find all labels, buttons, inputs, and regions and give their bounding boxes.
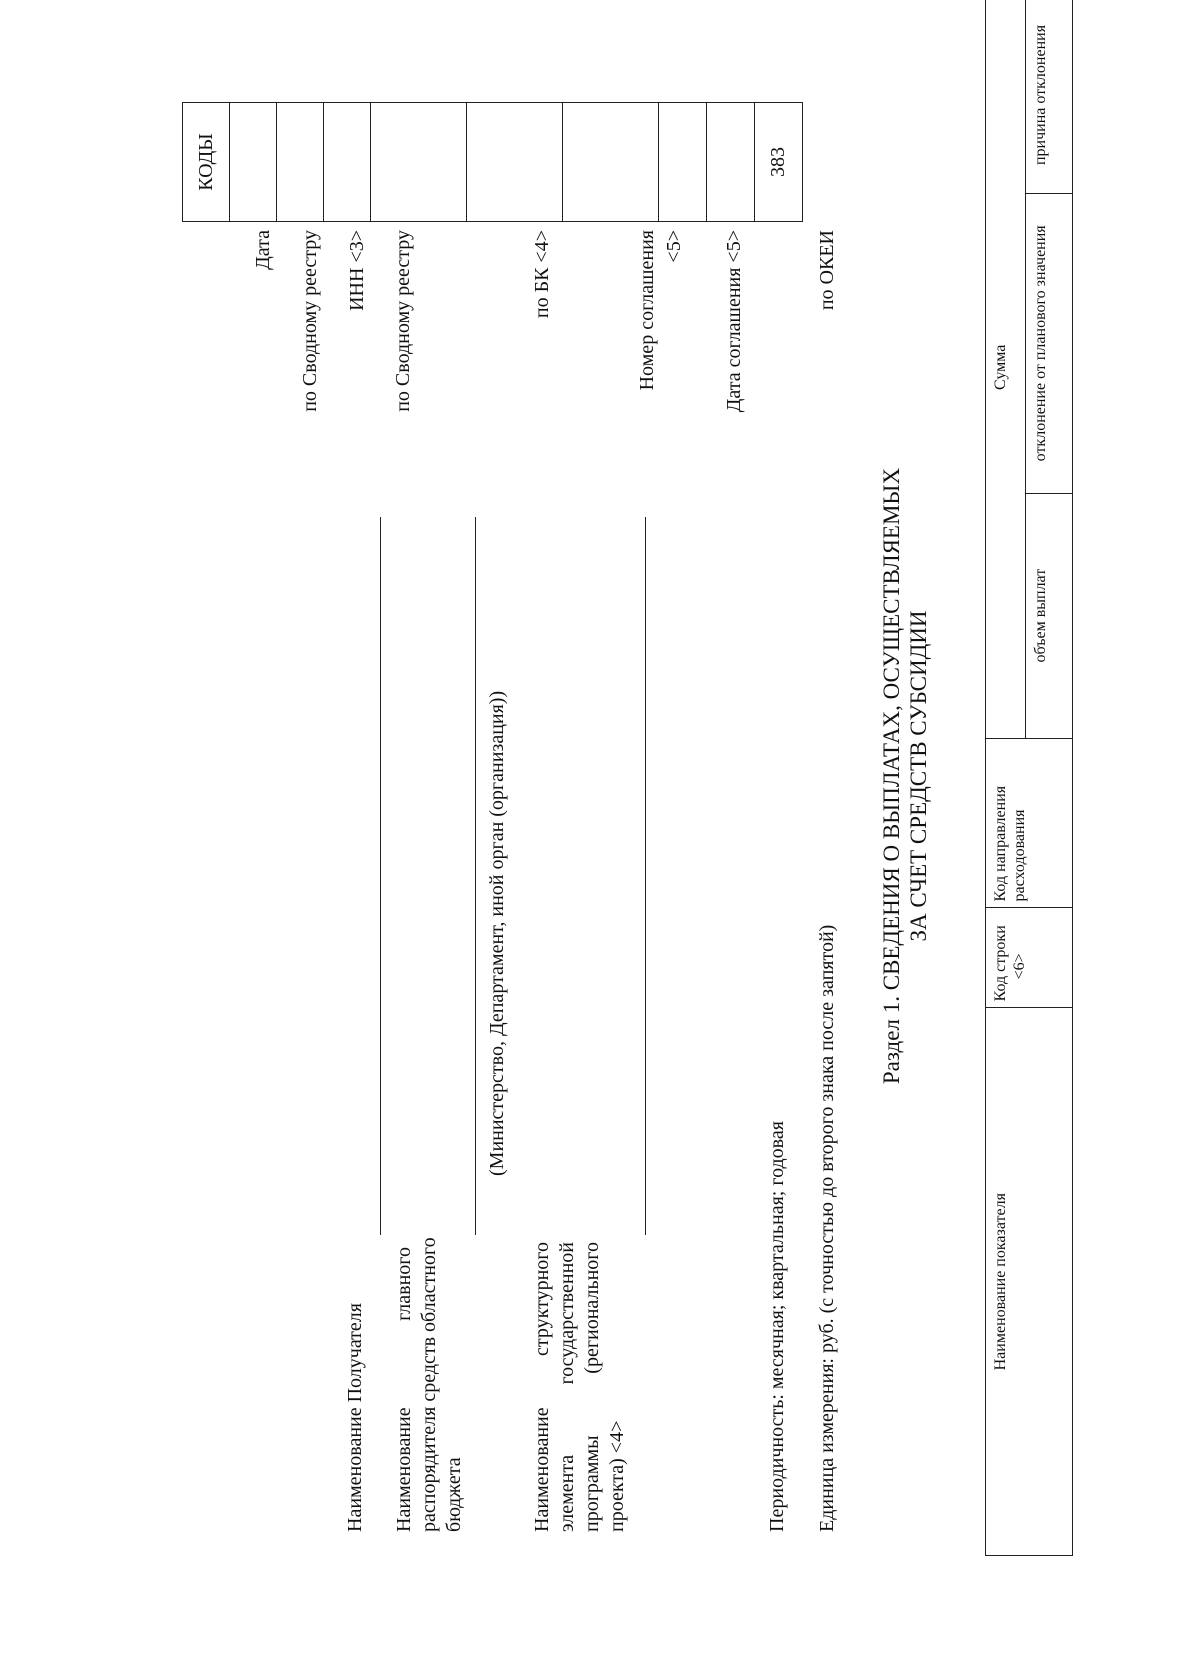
col-row-code-line2: <6>: [1011, 953, 1028, 980]
manager-label-line2: распорядителя средств областного: [418, 1237, 440, 1532]
manager-label: [392, 1237, 467, 1532]
svodny-label-manager: по Сводному реестру: [392, 230, 414, 412]
section-title-line1: Раздел 1. СВЕДЕНИЯ О ВЫПЛАТАХ, ОСУЩЕСТВЛЯЕМЫХ: [879, 467, 904, 1085]
code-cell-okei: 383: [755, 103, 803, 222]
unit-label: Единица измерения: руб. (с точностью до второго знака после запятой): [816, 924, 838, 1532]
recipient-name-line[interactable]: [380, 517, 381, 1235]
code-cell-agreement-number[interactable]: [563, 103, 659, 222]
col-row-code-header: [986, 908, 1073, 1008]
col-direction-code-header: [986, 738, 1073, 908]
date-label: Дата: [252, 230, 274, 270]
element-label-line2: элемента государственной: [556, 1242, 578, 1532]
element-label: [530, 1242, 630, 1532]
code-cell-periodicity[interactable]: [707, 103, 755, 222]
payments-table: [985, 0, 1073, 1556]
manager-note: (Министерство, Департамент, иной орган (организация)): [486, 690, 508, 1176]
recipient-label: Наименование Получателя: [344, 1303, 366, 1532]
agreement-number-label-1: Номер соглашения: [636, 230, 658, 391]
periodicity-label: Периодичность: месячная; квартальная; годовая: [766, 1121, 788, 1532]
col-row-code-line1: Код строки: [992, 925, 1009, 1002]
code-cell-svodny-recipient[interactable]: [277, 103, 324, 222]
bk-label: по БК <4>: [531, 230, 553, 319]
col-deviation-header: отклонение от планового значения: [1026, 193, 1073, 493]
col-direction-code-line2: расходования: [1011, 809, 1028, 902]
col-sum-header: Сумма: [986, 0, 1026, 738]
element-label-line1: Наименование структурного: [531, 1242, 553, 1532]
codes-header: КОДЫ: [183, 103, 230, 222]
code-cell-inn[interactable]: [324, 103, 371, 222]
svodny-label-recipient: по Сводному реестру: [299, 230, 321, 412]
inn-label: ИНН <3>: [346, 230, 368, 311]
code-cell-agreement-date[interactable]: [659, 103, 707, 222]
agreement-number-label-2: <5>: [663, 230, 685, 263]
code-cell-date[interactable]: [230, 103, 277, 222]
agreement-date-label: Дата соглашения <5>: [723, 230, 745, 413]
element-label-line3: программы (регионального: [581, 1242, 603, 1532]
section-title: [878, 0, 932, 1556]
manager-name-line[interactable]: [475, 517, 476, 1235]
code-cell-bk[interactable]: [467, 103, 563, 222]
code-cell-svodny-manager[interactable]: [371, 103, 467, 222]
okei-label: по ОКЕИ: [816, 230, 838, 311]
element-label-line4: проекта) <4>: [606, 1420, 628, 1532]
element-name-line[interactable]: [645, 517, 646, 1235]
col-indicator-header: Наименование показателя: [986, 1008, 1073, 1556]
codes-table: [182, 102, 803, 222]
col-deviation-reason-header: причина отклонения: [1026, 0, 1073, 193]
manager-label-line3: бюджета: [443, 1457, 465, 1532]
col-direction-code-line1: Код направления: [992, 785, 1009, 902]
section-title-line2: ЗА СЧЕТ СРЕДСТВ СУБСИДИИ: [906, 610, 931, 942]
manager-label-line1: Наименование главного: [393, 1247, 415, 1532]
col-payment-volume-header: объем выплат: [1026, 493, 1073, 738]
